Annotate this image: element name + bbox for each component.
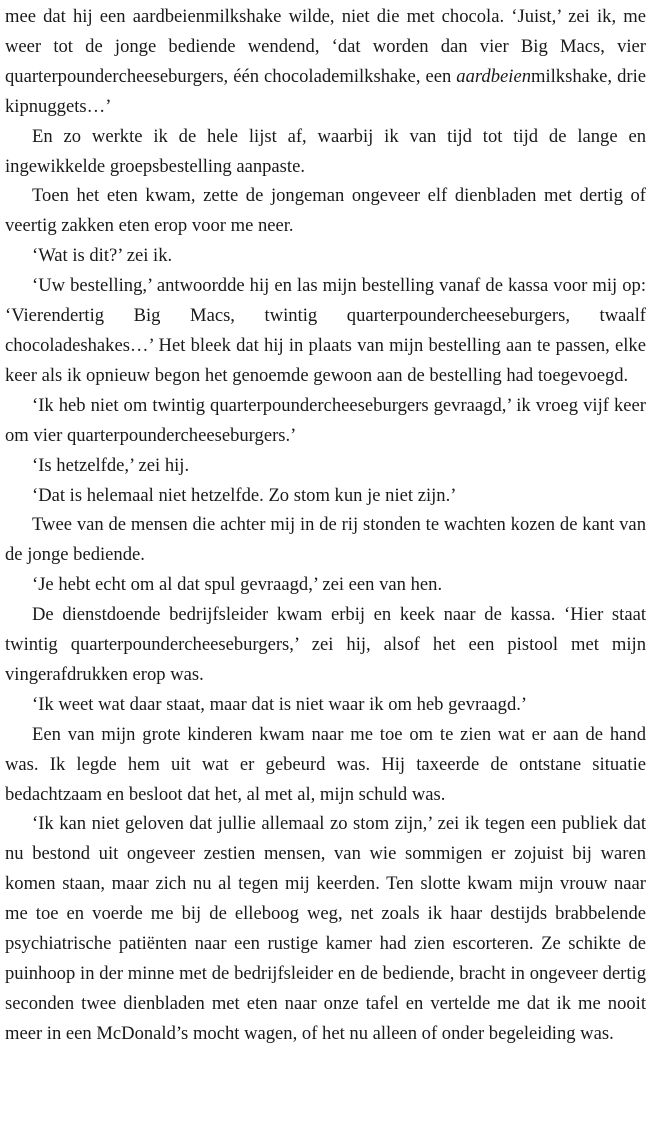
paragraph-4 (5, 241, 646, 271)
paragraph-14 (5, 809, 646, 1048)
paragraph-text: ‘Wat is dit?’ zei ik. (32, 245, 173, 267)
paragraph-text: Een van mijn grote kinderen kwam naar me toe om te zien wat er aan de hand was. Ik legde hem uit wat er gebeurd was. Hij taxeerde de ontstane situatie bedachtzaam en besloot dat het, al met al, mijn schuld was. (5, 723, 646, 805)
paragraph-text: mee dat hij een aardbeienmilkshake wilde, niet die met chocola. ‘Juist,’ zei ik, me weer tot de jonge bediende wendend, ‘dat worden dan vier Big Macs, vier quarterpoundercheeseburgers, één chocolademilkshake, een (5, 6, 646, 87)
paragraph-13 (5, 720, 646, 810)
paragraph-5 (5, 271, 646, 391)
paragraph-7 (5, 451, 646, 481)
paragraph-9 (5, 510, 646, 570)
emphasized-text: aardbeien (456, 65, 531, 87)
paragraph-text: De dienstdoende bedrijfsleider kwam erbij en keek naar de kassa. ‘Hier staat twintig quarterpoundercheeseburgers,’ zei hij, alsof het een pistool met mijn vingerafdrukken erop was. (5, 604, 646, 685)
paragraph-text: ‘Uw bestelling,’ antwoordde hij en las mijn bestelling vanaf de kassa voor mij op: ‘Vierendertig Big Macs, twintig quarterpoundercheeseburgers, twaalf chocoladeshakes…’ Het bleek dat hij in plaats van mijn bestelling aan te passen, elke keer als ik opnieuw begon het genoemde gewoon aan de bestelling had toegevoegd. (5, 275, 646, 386)
paragraph-3 (5, 181, 646, 241)
paragraph-text: ‘Is hetzelfde,’ zei hij. (32, 454, 190, 476)
paragraph-12 (5, 690, 646, 720)
paragraph-text: Toen het eten kwam, zette de jongeman ongeveer elf dienbladen met dertig of veertig zakken eten erop voor me neer. (5, 185, 646, 237)
paragraph-text: ‘Ik weet wat daar staat, maar dat is niet waar ik om heb gevraagd.’ (32, 693, 528, 715)
paragraph-11 (5, 600, 646, 690)
paragraph-6 (5, 391, 646, 451)
text-body (5, 2, 646, 1049)
paragraph-1 (5, 2, 646, 122)
paragraph-text: Twee van de mensen die achter mij in de rij stonden te wachten kozen de kant van de jonge bediende. (5, 514, 646, 566)
paragraph-10 (5, 570, 646, 600)
paragraph-text: ‘Ik heb niet om twintig quarterpoundercheeseburgers gevraagd,’ ik vroeg vijf keer om vier quarterpoundercheeseburgers.’ (5, 394, 646, 446)
paragraph-text: En zo werkte ik de hele lijst af, waarbij ik van tijd tot tijd de lange en ingewikkelde groepsbestelling aanpaste. (5, 125, 646, 177)
paragraph-text: milkshake, drie kipnuggets…’ (5, 65, 646, 117)
paragraph-text: ‘Je hebt echt om al dat spul gevraagd,’ zei een van hen. (32, 574, 443, 596)
paragraph-text: ‘Ik kan niet geloven dat jullie allemaal zo stom zijn,’ zei ik tegen een publiek dat nu bestond uit ongeveer zestien mensen, van wie sommigen er zojuist bij waren komen staan, maar zich nu al tegen mij keerden. Ten slotte kwam mijn vrouw naar me toe en voerde me bij de elleboog weg, net zoals ik haar destijds brabbelende psychiatrische patiënten naar een rustige kamer had zien escorteren. Ze schikte de puinhoop in der minne met de bedrijfsleider en de bediende, bracht in ongeveer dertig seconden twee dienbladen met eten naar onze tafel en vertelde me dat ik me nooit meer in een McDonald’s mocht wagen, of het nu alleen of onder begeleiding was. (5, 813, 646, 1044)
paragraph-text: ‘Dat is helemaal niet hetzelfde. Zo stom kun je niet zijn.’ (32, 484, 457, 506)
paragraph-8 (5, 481, 646, 511)
paragraph-2 (5, 122, 646, 182)
